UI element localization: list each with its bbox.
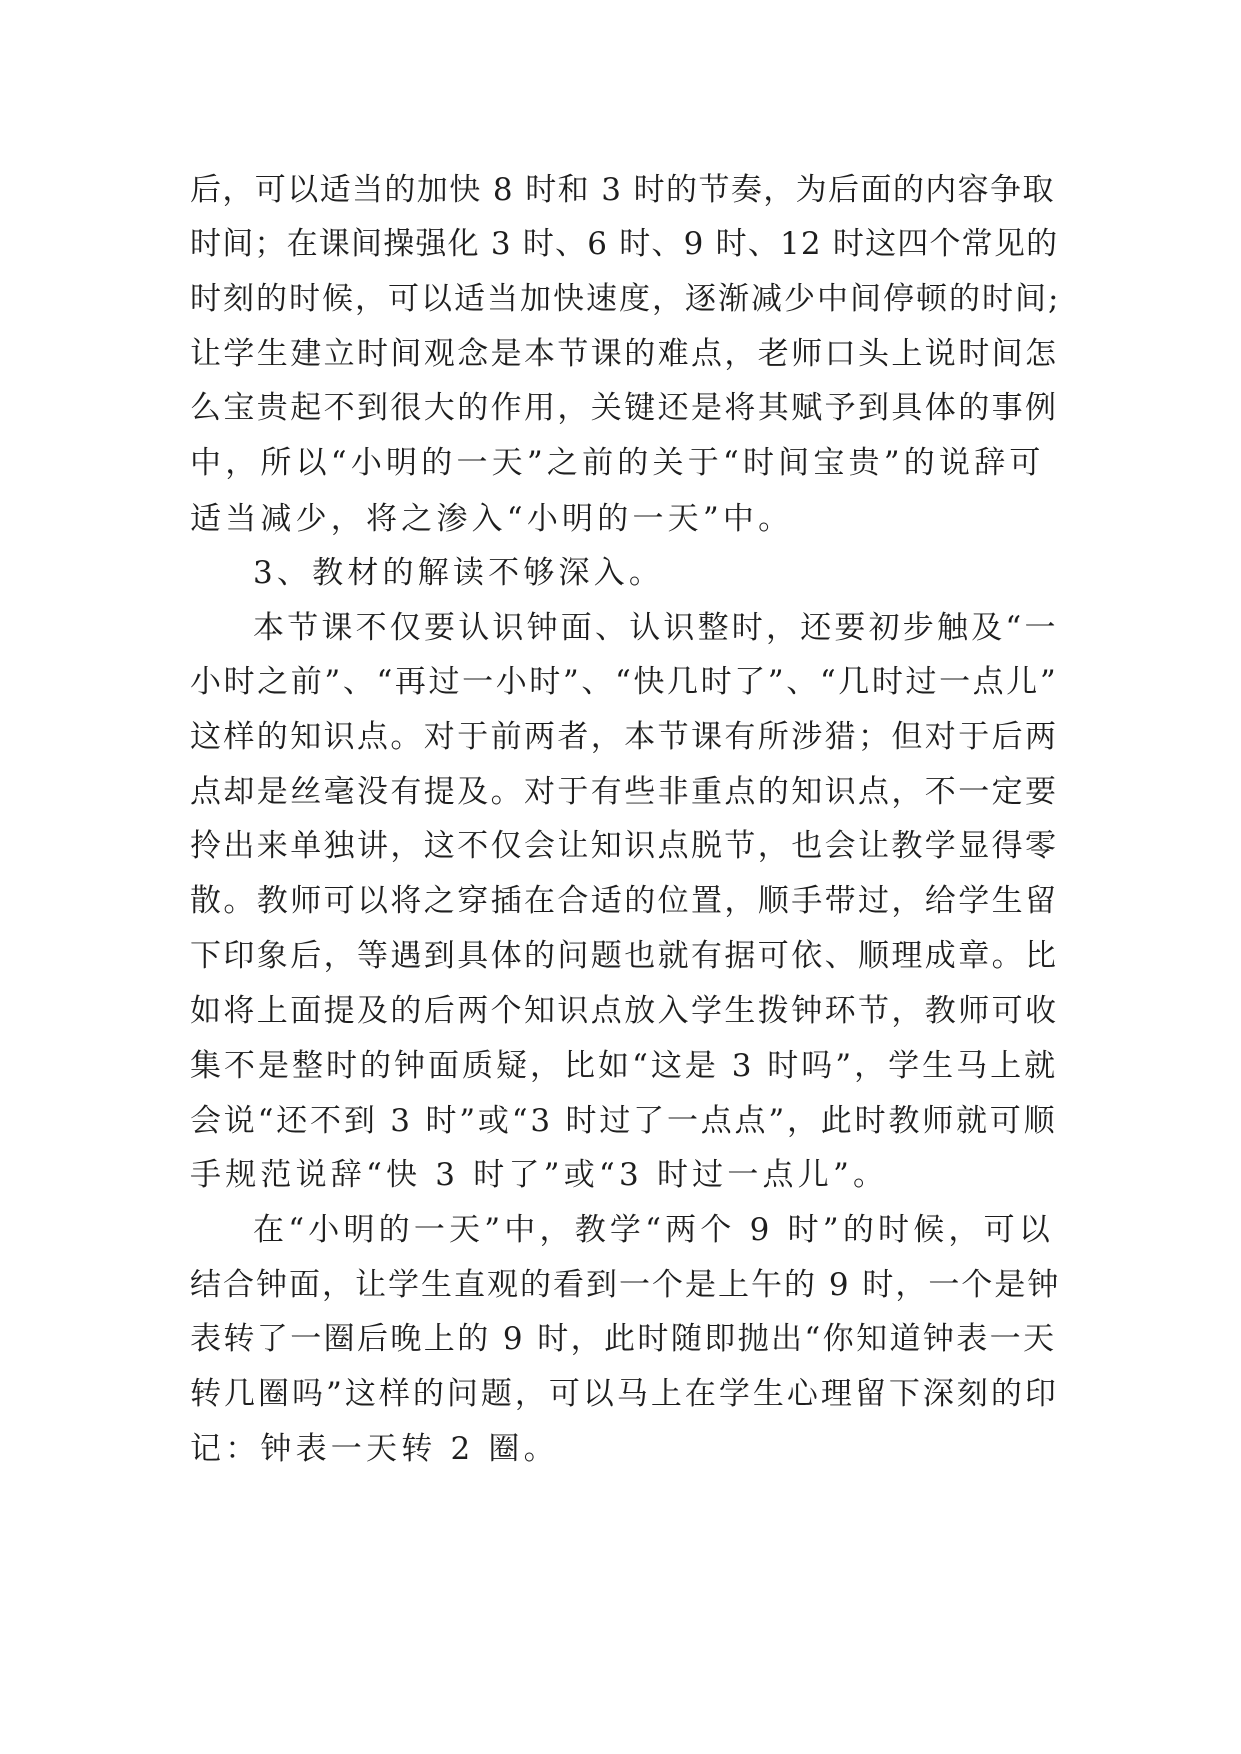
text-line: 转几圈吗”这样的问题，可以马上在学生心理留下深刻的印 <box>190 1376 1059 1412</box>
text-line: 散。教师可以将之穿插在合适的位置，顺手带过，给学生留 <box>190 883 1059 919</box>
text-line: 结合钟面，让学生直观的看到一个是上午的 9 时，一个是钟 <box>190 1267 1061 1303</box>
text-line: 本节课不仅要认识钟面、认识整时，还要初步触及“一 <box>253 610 1059 646</box>
text-line: 会说“还不到 3 时”或“3 时过了一点点”，此时教师就可顺 <box>190 1103 1058 1139</box>
text-line: 让学生建立时间观念是本节课的难点，老师口头上说时间怎 <box>190 336 1059 372</box>
text-line: 下印象后，等遇到具体的问题也就有据可依、顺理成章。比 <box>190 938 1059 974</box>
text-line: 小时之前”、“再过一小时”、“快几时了”、“几时过一点儿” <box>190 664 1059 700</box>
text-line: 如将上面提及的后两个知识点放入学生拨钟环节，教师可收 <box>190 993 1059 1029</box>
text-line: 集不是整时的钟面质疑，比如“这是 3 时吗”，学生马上就 <box>190 1048 1059 1084</box>
text-line: 表转了一圈后晚上的 9 时，此时随即抛出“你知道钟表一天 <box>190 1321 1057 1357</box>
section-heading: 3、教材的解读不够深入。 <box>253 555 665 591</box>
text-line: 在“小明的一天”中，教学“两个 9 时”的时候，可以 <box>253 1212 1055 1248</box>
text-line: 时间；在课间操强化 3 时、6 时、9 时、12 时这四个常见的 <box>190 226 1059 262</box>
text-line: 么宝贵起不到很大的作用，关键还是将其赋予到具体的事例 <box>190 390 1059 426</box>
text-line: 点却是丝毫没有提及。对于有些非重点的知识点，不一定要 <box>190 774 1059 810</box>
text-line: 这样的知识点。对于前两者，本节课有所涉猎；但对于后两 <box>190 719 1059 755</box>
text-line: 适当减少，将之渗入“小明的一天”中。 <box>190 501 794 537</box>
text-line: 时刻的时候，可以适当加快速度，逐渐减少中间停顿的时间; <box>190 281 1061 317</box>
text-line: 拎出来单独讲，这不仅会让知识点脱节，也会让教学显得零 <box>190 828 1059 864</box>
text-line: 中，所以“小明的一天”之前的关于“时间宝贵”的说辞可 <box>190 445 1045 481</box>
text-line: 后，可以适当的加快 8 时和 3 时的节奏，为后面的内容争取 <box>190 172 1055 208</box>
text-line: 手规范说辞“快 3 时了”或“3 时过一点儿”。 <box>190 1157 889 1193</box>
text-line: 记：钟表一天转 2 圈。 <box>190 1431 559 1467</box>
